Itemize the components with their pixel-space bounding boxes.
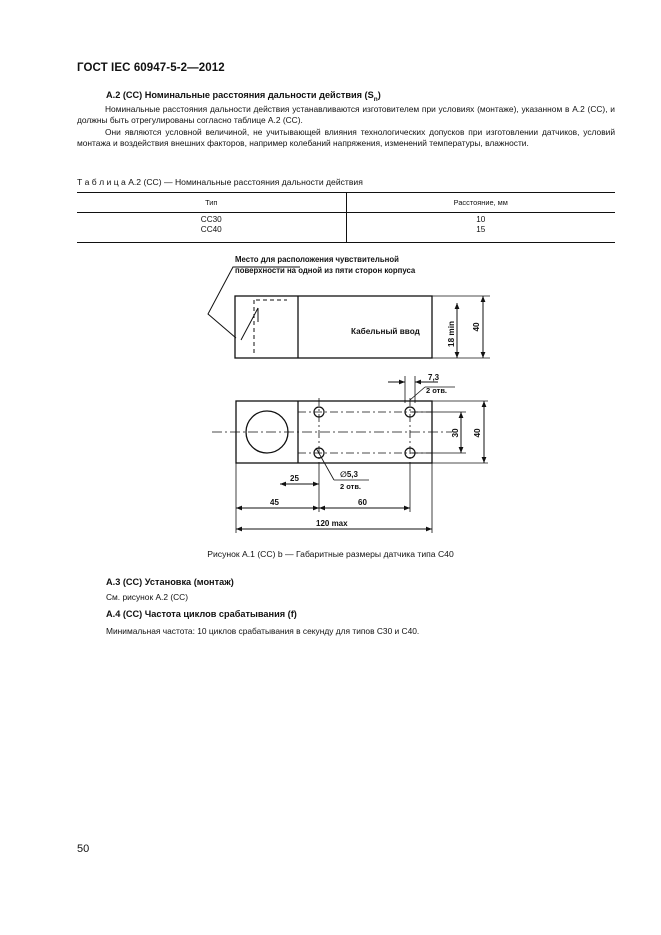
section-a4-title: А.4 (СС) Частота циклов срабатывания (f) xyxy=(106,609,297,619)
page-number: 50 xyxy=(77,843,90,855)
note-text-line-1: Место для расположения чувствительной xyxy=(235,255,399,264)
section-a2-title-text: А.2 (СС) Номинальные расстояния дальности действия (S xyxy=(106,90,374,100)
dim-120-label: 120 max xyxy=(316,519,348,528)
dim-25-label: 25 xyxy=(290,474,299,483)
table-header-distance: Расстояние, мм xyxy=(346,193,615,213)
section-a2-title-end: ) xyxy=(377,90,381,100)
figure-caption: Рисунок А.1 (СС) b — Габаритные размеры датчика типа С40 xyxy=(207,549,454,559)
dim-30-label: 30 xyxy=(451,428,460,438)
section-a2-paragraph-1: Номинальные расстояния дальности действия устанавливаются изготовителем при условиях (монтаже), указанном в А.2 (СС), и должны быть отрегулированы согласно таблице А.2 (СС). xyxy=(77,104,615,126)
table-caption-label: Т а б л и ц а xyxy=(77,177,126,187)
table-cell-distance: 10 xyxy=(476,215,486,224)
dim-18min-label: 18 min xyxy=(447,321,456,347)
section-a3-text: См. рисунок А.2 (СС) xyxy=(106,592,189,602)
section-a3-title: А.3 (СС) Установка (монтаж) xyxy=(106,577,234,587)
section-a4-text: Минимальная частота: 10 циклов срабатывания в секунду для типов С30 и С40. xyxy=(106,626,420,636)
dim-40-side-label: 40 xyxy=(472,322,481,332)
leader-line xyxy=(241,308,258,340)
document-header: ГОСТ IEC 60947-5-2—2012 xyxy=(77,62,225,74)
dim-2-holes-bottom-label: 2 отв. xyxy=(340,482,362,491)
table-cell-type: СС30 xyxy=(200,215,222,224)
dim-40-top-label: 40 xyxy=(473,428,482,438)
cable-entry-label: Кабельный ввод xyxy=(351,327,420,336)
dim-hole-diameter-label: ∅5,3 xyxy=(340,470,358,479)
dim-60-label: 60 xyxy=(358,498,367,507)
dim-2-holes-top-label: 2 отв. xyxy=(426,386,448,395)
dim-7-3-label: 7,3 xyxy=(428,373,440,382)
section-a2-paragraph-2: Они являются условной величиной, не учитывающей влияния технологических допусков при изготовлении датчиков, условий монтажа и воздействия внешних факторов, например колебаний напряжения, изменений температуры, влажности. xyxy=(77,127,615,149)
table-cell-distance: 15 xyxy=(476,225,486,234)
dim-45-label: 45 xyxy=(270,498,279,507)
leader-line xyxy=(410,387,425,400)
note-text-line-2: поверхности на одной из пяти сторон корпуса xyxy=(235,266,416,275)
table-header-type: Тип xyxy=(77,193,346,213)
table-cell-type: СС40 xyxy=(200,225,222,234)
table-caption-text: А.2 (СС) — Номинальные расстояния дальности действия xyxy=(128,177,363,187)
section-a2-title-subscript: n xyxy=(373,95,378,103)
